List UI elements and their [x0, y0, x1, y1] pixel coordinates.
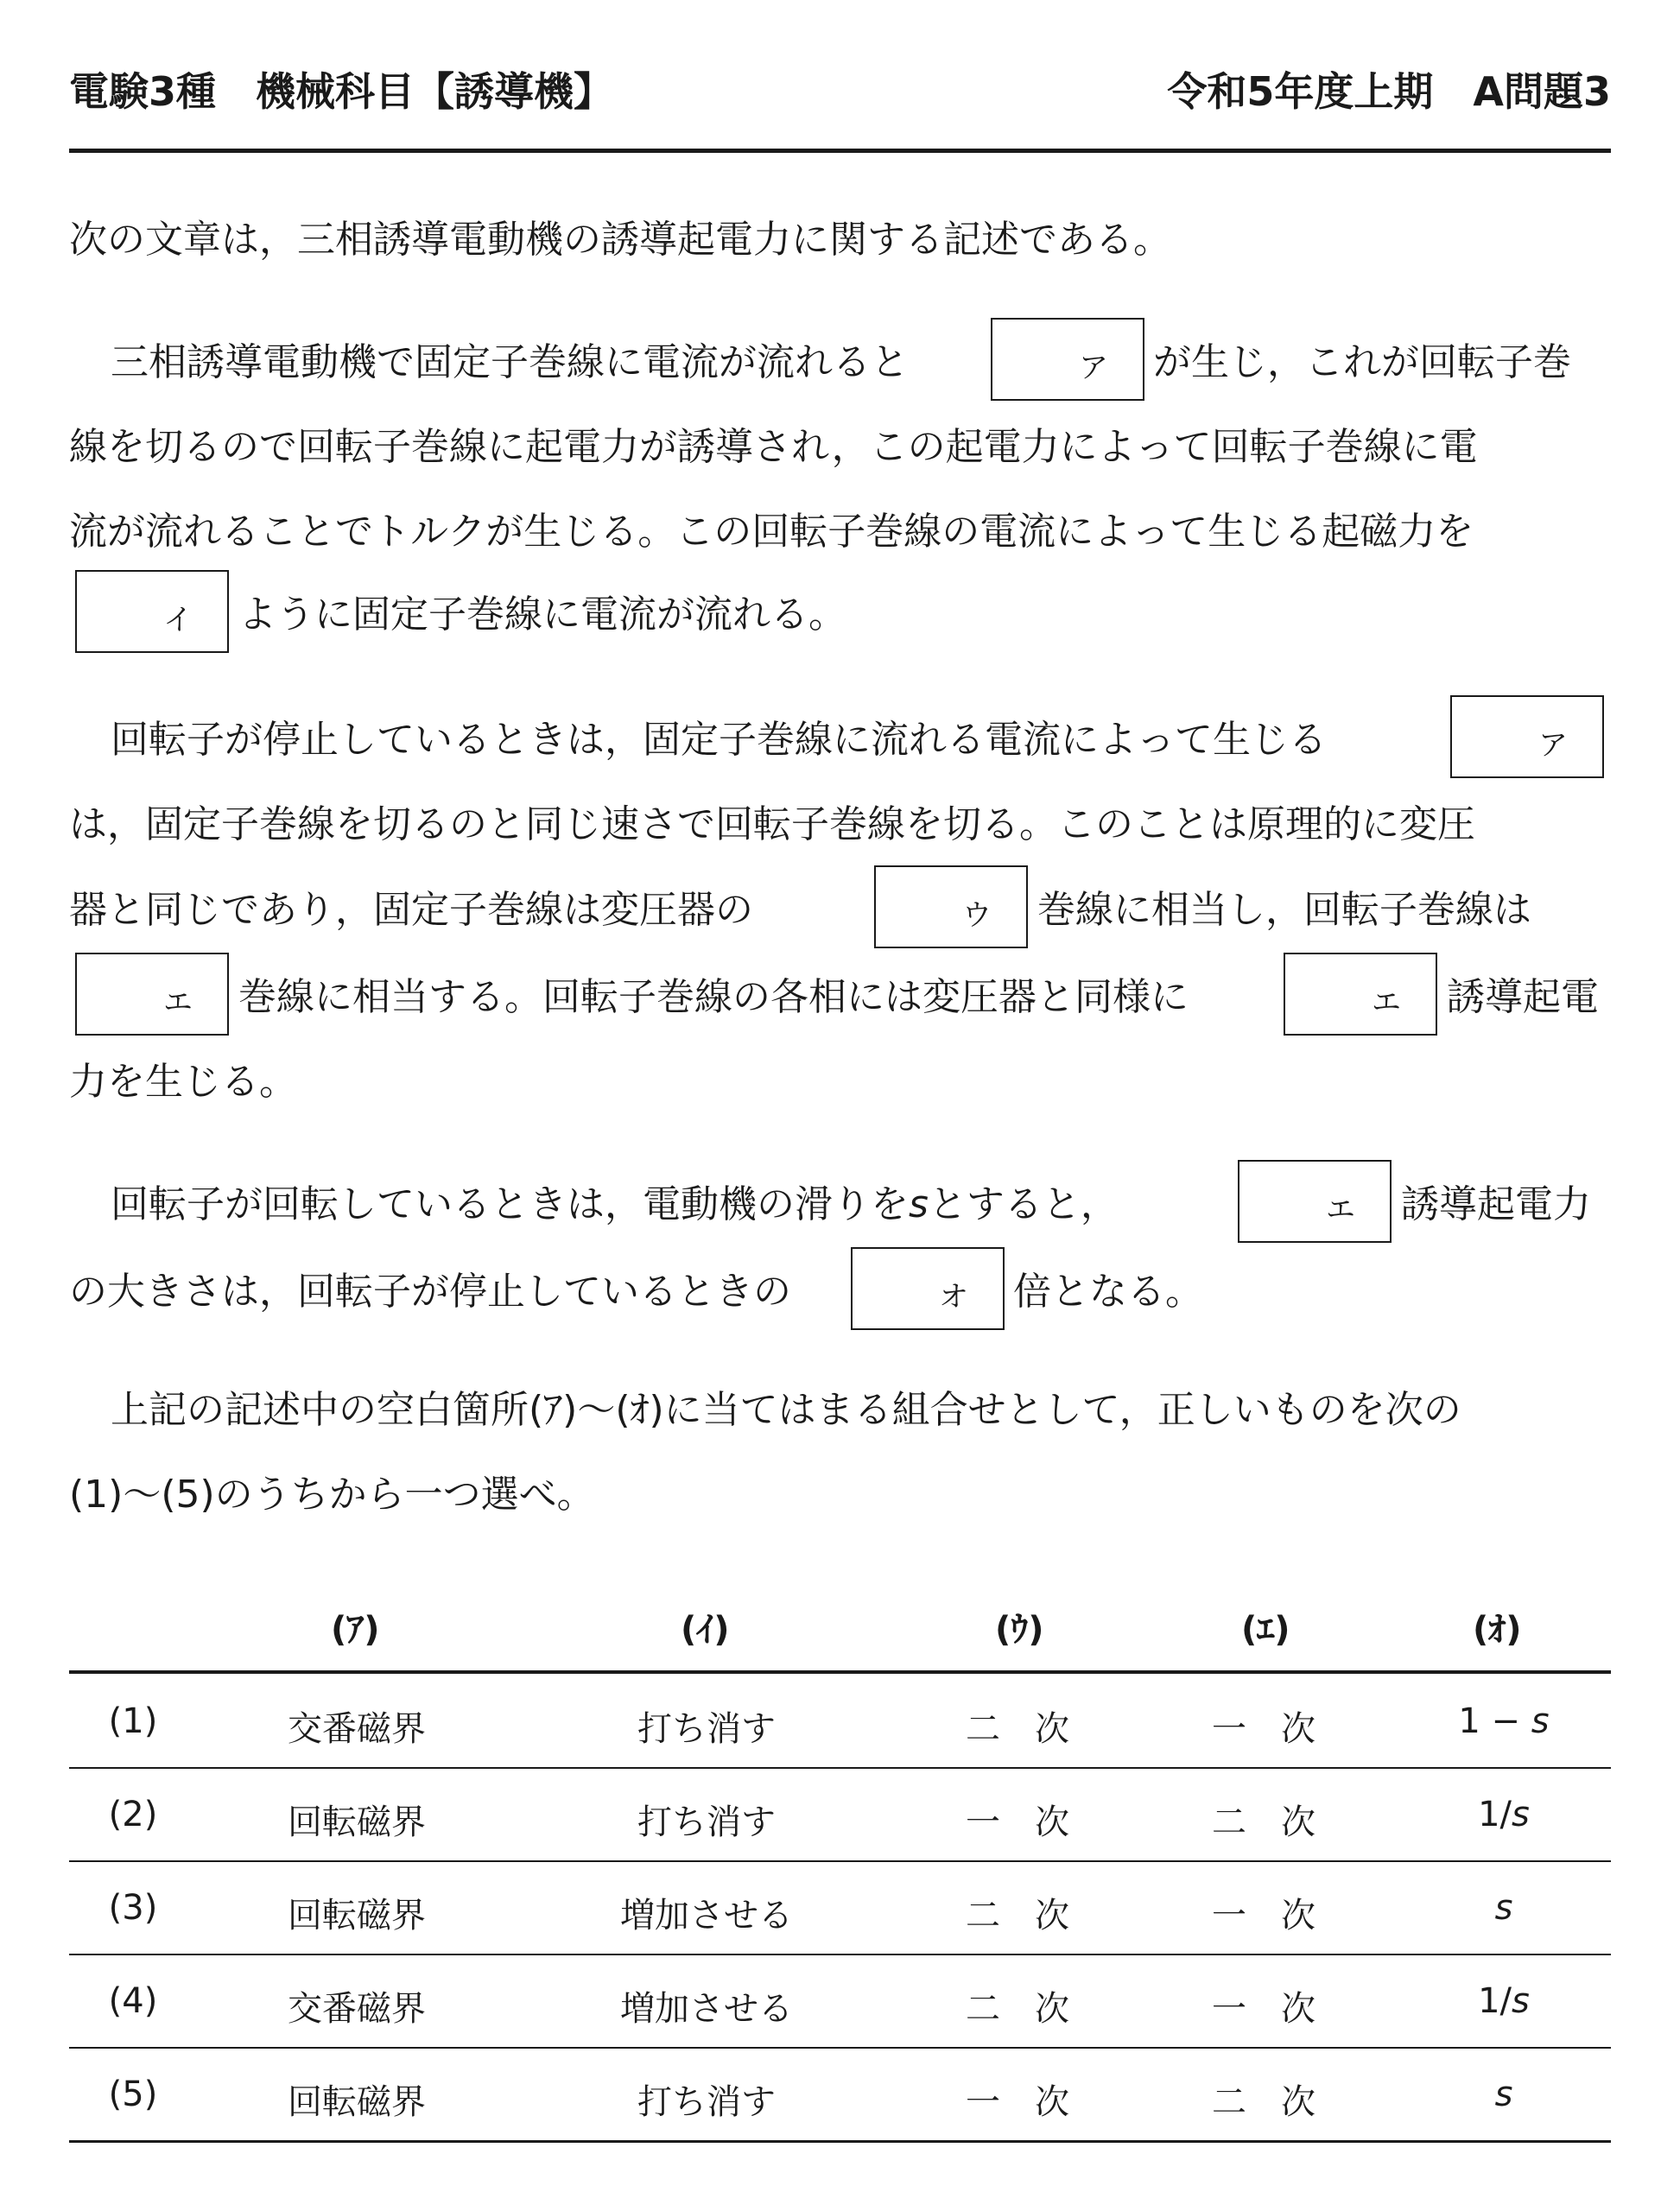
choice-number: (2): [108, 1795, 158, 1834]
blank-e-box-2: [1284, 953, 1437, 1036]
blank-u-label: ウ: [962, 898, 992, 933]
para1-line1a: 三相誘導電動機で固定子巻線に電流が流れると: [111, 340, 909, 384]
para1-line2: 線を切るので回転子巻線に起電力が誘導され，この起電力によって回転子巻線に電: [69, 425, 1478, 469]
table-row-rule: [69, 1954, 1611, 1955]
blank-o-label: オ: [939, 1280, 968, 1315]
slip-symbol: s: [909, 1182, 929, 1226]
para2-line2: は，固定子巻線を切るのと同じ速さで回転子巻線を切る。このことは原理的に変圧: [69, 802, 1475, 846]
blank-i-box: [75, 570, 229, 653]
cell-emf-ratio: s: [1494, 2075, 1513, 2114]
cell-rotor-winding: 一 次: [1212, 1989, 1315, 2029]
blank-a-box: [991, 318, 1144, 401]
para2-line4b: 誘導起電: [1447, 975, 1599, 1019]
para1-line3: 流が流れることでトルクが生じる。この回転子巻線の電流によって生じる起磁力を: [69, 510, 1474, 554]
para3-line2a: の大きさは，回転子が停止しているときの: [69, 1270, 791, 1314]
subject-title: 電験3種 機械科目【誘導機】: [69, 68, 614, 115]
cell-emf-ratio: 1/s: [1478, 1795, 1530, 1834]
cell-stator-winding: 二 次: [966, 1709, 1069, 1749]
choice-number: (4): [108, 1981, 158, 2021]
cell-action: 打ち消す: [637, 2082, 776, 2122]
blank-e-box-3: [1238, 1160, 1392, 1243]
cell-rotor-winding: 一 次: [1212, 1709, 1315, 1749]
cell-stator-winding: 二 次: [966, 1989, 1069, 2029]
blank-a-label: ア: [1079, 351, 1108, 385]
header-divider: [69, 149, 1611, 153]
col-header-a: (ｱ): [331, 1610, 380, 1650]
blank-e-label-2: エ: [1372, 985, 1401, 1020]
cell-field-type: 交番磁界: [288, 1989, 426, 2029]
para2-line3a: 器と同じであり，固定子巻線は変圧器の: [69, 888, 753, 932]
para2-line1: 回転子が停止しているときは，固定子巻線に流れる電流によって生じる: [111, 718, 1327, 762]
para1-line1b: が生じ，これが回転子巻: [1153, 340, 1571, 384]
cell-field-type: 交番磁界: [288, 1709, 426, 1749]
cell-field-type: 回転磁界: [288, 1896, 426, 1935]
cell-stator-winding: 一 次: [966, 1802, 1069, 1842]
blank-a-label-2: ア: [1538, 728, 1568, 763]
cell-field-type: 回転磁界: [288, 1802, 426, 1842]
cell-action: 打ち消す: [637, 1802, 776, 1842]
cell-action: 増加させる: [620, 1896, 793, 1935]
para1-line4: ように固定子巻線に電流が流れる。: [238, 592, 846, 637]
cell-emf-ratio: s: [1494, 1888, 1513, 1928]
blank-i-label: イ: [163, 603, 193, 637]
table-row-rule: [69, 1860, 1611, 1862]
cell-rotor-winding: 二 次: [1212, 1802, 1315, 1842]
table-top-rule: [69, 1670, 1611, 1674]
para2-line4a: 巻線に相当する。回転子巻線の各相には変圧器と同様に: [238, 975, 1189, 1019]
cell-stator-winding: 一 次: [966, 2082, 1069, 2122]
choice-number: (3): [108, 1888, 158, 1928]
page-header: [69, 60, 1611, 115]
para3-line1a: 回転子が回転しているときは，電動機の滑りをsとすると，: [111, 1182, 1119, 1226]
col-header-i: (ｲ): [681, 1610, 730, 1650]
table-row-rule: [69, 2047, 1611, 2049]
blank-e-label-3: エ: [1326, 1193, 1355, 1227]
choice-number: (1): [108, 1701, 158, 1741]
cell-emf-ratio: 1/s: [1478, 1981, 1530, 2021]
col-header-o: (ｵ): [1473, 1610, 1522, 1650]
para2-line3b: 巻線に相当し，回転子巻線は: [1037, 888, 1531, 932]
exam-reference: 令和5年度上期 A問題3: [1167, 68, 1611, 115]
col-header-e: (ｴ): [1241, 1610, 1290, 1650]
cell-rotor-winding: 一 次: [1212, 1896, 1315, 1935]
intro-text: 次の文章は，三相誘導電動機の誘導起電力に関する記述である。: [69, 218, 1171, 262]
table-row-rule: [69, 2140, 1611, 2143]
blank-u-box: [874, 865, 1028, 948]
cell-emf-ratio: 1 − s: [1458, 1701, 1550, 1741]
para3-line2b: 倍となる。: [1013, 1270, 1203, 1314]
cell-stator-winding: 二 次: [966, 1896, 1069, 1935]
col-header-u: (ｳ): [995, 1610, 1044, 1650]
para2-line5: 力を生じる。: [69, 1060, 297, 1104]
cell-field-type: 回転磁界: [288, 2082, 426, 2122]
cell-action: 増加させる: [620, 1989, 793, 2029]
cell-rotor-winding: 二 次: [1212, 2082, 1315, 2122]
choice-number: (5): [108, 2075, 158, 2114]
cell-action: 打ち消す: [637, 1709, 776, 1749]
table-row-rule: [69, 1767, 1611, 1769]
blank-e-label-1: エ: [163, 985, 193, 1020]
blank-a-box-2: [1450, 695, 1604, 778]
question-line1: 上記の記述中の空白箇所(ｱ)～(ｵ)に当てはまる組合せとして，正しいものを次の: [111, 1388, 1461, 1432]
question-line2: (1)～(5)のうちから一つ選べ。: [69, 1473, 595, 1517]
blank-e-box-1: [75, 953, 229, 1036]
para3-line1c: 誘導起電力: [1401, 1182, 1591, 1226]
blank-o-box: [851, 1247, 1005, 1330]
